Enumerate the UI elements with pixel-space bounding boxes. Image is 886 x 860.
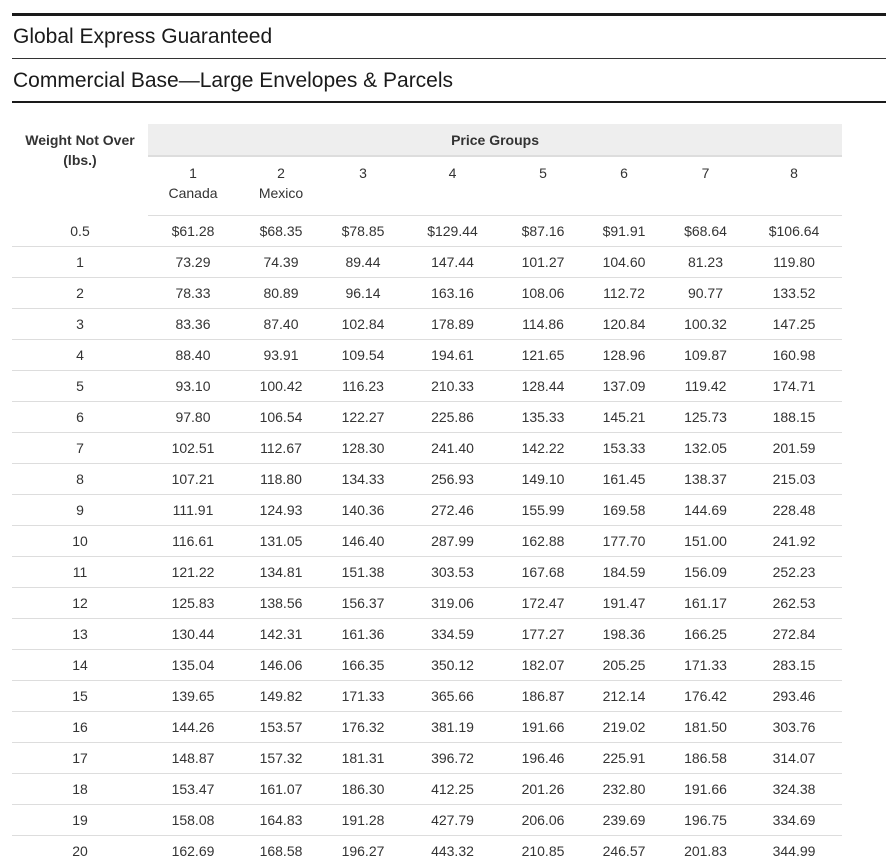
price-cell: 104.60	[583, 247, 665, 278]
price-cell: 128.96	[583, 340, 665, 371]
price-cell: 350.12	[402, 650, 503, 681]
price-cell: 121.65	[503, 340, 583, 371]
price-cell: 93.10	[148, 371, 238, 402]
table-row	[12, 650, 842, 681]
price-cell: 412.25	[402, 774, 503, 805]
price-group-header	[665, 156, 746, 216]
price-cell: 210.85	[503, 836, 583, 860]
table-row	[12, 743, 842, 774]
title-divider	[12, 58, 886, 59]
price-cell: 262.53	[746, 588, 842, 619]
price-cell: 148.87	[148, 743, 238, 774]
price-cell: 178.89	[402, 309, 503, 340]
price-cell: 215.03	[746, 464, 842, 495]
price-cell: 177.70	[583, 526, 665, 557]
price-cell: 205.25	[583, 650, 665, 681]
price-cell: 145.21	[583, 402, 665, 433]
price-cell: 144.69	[665, 495, 746, 526]
table-row	[12, 464, 842, 495]
price-cell: 112.72	[583, 278, 665, 309]
table-row	[12, 774, 842, 805]
price-cell: 135.04	[148, 650, 238, 681]
price-cell: 166.35	[324, 650, 402, 681]
price-cell: 196.46	[503, 743, 583, 774]
price-cell: 128.30	[324, 433, 402, 464]
price-cell: 272.46	[402, 495, 503, 526]
price-cell: 181.31	[324, 743, 402, 774]
price-group-header	[503, 156, 583, 216]
price-cell: 101.27	[503, 247, 583, 278]
price-group-number: 3	[359, 165, 367, 181]
price-cell: 107.21	[148, 464, 238, 495]
price-cell: 344.99	[746, 836, 842, 860]
price-cell: 144.26	[148, 712, 238, 743]
table-row	[12, 588, 842, 619]
price-cell: 396.72	[402, 743, 503, 774]
price-table	[12, 124, 842, 860]
price-cell: 174.71	[746, 371, 842, 402]
price-cell: 116.23	[324, 371, 402, 402]
weight-cell: 9	[12, 495, 148, 526]
weight-cell: 11	[12, 557, 148, 588]
price-cell: 198.36	[583, 619, 665, 650]
weight-cell: 14	[12, 650, 148, 681]
price-cell: 132.05	[665, 433, 746, 464]
table-row	[12, 526, 842, 557]
price-cell: 108.06	[503, 278, 583, 309]
price-cell: 246.57	[583, 836, 665, 860]
price-cell: $129.44	[402, 216, 503, 247]
table-row	[12, 309, 842, 340]
table-row	[12, 495, 842, 526]
price-table-body	[12, 216, 842, 860]
price-cell: 138.37	[665, 464, 746, 495]
price-cell: 196.27	[324, 836, 402, 860]
price-cell: $78.85	[324, 216, 402, 247]
price-cell: 314.07	[746, 743, 842, 774]
price-cell: 90.77	[665, 278, 746, 309]
price-cell: 163.16	[402, 278, 503, 309]
price-group-header	[238, 156, 324, 216]
subtitle-divider	[12, 101, 886, 103]
price-cell: 186.87	[503, 681, 583, 712]
price-group-number: 8	[790, 165, 798, 181]
price-cell: 147.25	[746, 309, 842, 340]
price-cell: 191.28	[324, 805, 402, 836]
price-group-country: Mexico	[258, 185, 304, 201]
weight-cell: 20	[12, 836, 148, 860]
table-row	[12, 278, 842, 309]
price-cell: 138.56	[238, 588, 324, 619]
price-cell: $91.91	[583, 216, 665, 247]
price-cell: 130.44	[148, 619, 238, 650]
price-cell: 252.23	[746, 557, 842, 588]
price-cell: 93.91	[238, 340, 324, 371]
price-cell: 157.32	[238, 743, 324, 774]
table-row	[12, 805, 842, 836]
price-cell: 201.83	[665, 836, 746, 860]
price-group-header	[583, 156, 665, 216]
price-cell: 256.93	[402, 464, 503, 495]
price-cell: 161.07	[238, 774, 324, 805]
price-cell: $68.35	[238, 216, 324, 247]
price-cell: 120.84	[583, 309, 665, 340]
price-cell: 134.33	[324, 464, 402, 495]
price-cell: 191.66	[665, 774, 746, 805]
price-cell: 106.54	[238, 402, 324, 433]
price-cell: 194.61	[402, 340, 503, 371]
price-group-number: 1	[189, 165, 197, 181]
price-cell: 137.09	[583, 371, 665, 402]
table-row	[12, 836, 842, 860]
price-cell: 96.14	[324, 278, 402, 309]
price-cell: 181.50	[665, 712, 746, 743]
price-cell: 324.38	[746, 774, 842, 805]
price-cell: 88.40	[148, 340, 238, 371]
weight-cell: 12	[12, 588, 148, 619]
table-row	[12, 557, 842, 588]
price-cell: 161.45	[583, 464, 665, 495]
price-cell: 303.76	[746, 712, 842, 743]
weight-cell: 10	[12, 526, 148, 557]
price-cell: 167.68	[503, 557, 583, 588]
price-cell: 114.86	[503, 309, 583, 340]
table-row	[12, 712, 842, 743]
table-row	[12, 433, 842, 464]
price-cell: 97.80	[148, 402, 238, 433]
weight-cell: 15	[12, 681, 148, 712]
price-cell: 133.52	[746, 278, 842, 309]
page-title: Global Express Guaranteed	[13, 25, 273, 48]
price-cell: 147.44	[402, 247, 503, 278]
price-cell: 319.06	[402, 588, 503, 619]
price-cell: 135.33	[503, 402, 583, 433]
price-cell: 122.27	[324, 402, 402, 433]
weight-cell: 2	[12, 278, 148, 309]
weight-cell: 6	[12, 402, 148, 433]
price-cell: 241.92	[746, 526, 842, 557]
price-cell: 188.15	[746, 402, 842, 433]
price-cell: 160.98	[746, 340, 842, 371]
top-rule	[12, 13, 886, 16]
price-cell: 162.69	[148, 836, 238, 860]
price-cell: 102.51	[148, 433, 238, 464]
table-header-row	[12, 124, 842, 156]
price-cell: 102.84	[324, 309, 402, 340]
weight-cell: 17	[12, 743, 148, 774]
weight-cell: 8	[12, 464, 148, 495]
price-cell: 112.67	[238, 433, 324, 464]
table-row	[12, 247, 842, 278]
price-cell: 153.33	[583, 433, 665, 464]
page-subtitle: Commercial Base—Large Envelopes & Parcels	[13, 69, 454, 92]
price-cell: 80.89	[238, 278, 324, 309]
price-cell: 287.99	[402, 526, 503, 557]
price-group-number: 2	[277, 165, 285, 181]
weight-cell: 16	[12, 712, 148, 743]
price-cell: 182.07	[503, 650, 583, 681]
price-cell: 73.29	[148, 247, 238, 278]
price-cell: 121.22	[148, 557, 238, 588]
price-cell: 125.83	[148, 588, 238, 619]
price-group-header	[746, 156, 842, 216]
price-cell: 212.14	[583, 681, 665, 712]
price-cell: 427.79	[402, 805, 503, 836]
price-cell: 186.30	[324, 774, 402, 805]
weight-cell: 7	[12, 433, 148, 464]
table-row	[12, 402, 842, 433]
price-cell: 219.02	[583, 712, 665, 743]
price-cell: 156.09	[665, 557, 746, 588]
weight-cell: 5	[12, 371, 148, 402]
weight-cell: 4	[12, 340, 148, 371]
price-cell: 78.33	[148, 278, 238, 309]
price-cell: 119.80	[746, 247, 842, 278]
price-cell: 89.44	[324, 247, 402, 278]
price-cell: 210.33	[402, 371, 503, 402]
price-cell: 161.36	[324, 619, 402, 650]
price-cell: 161.17	[665, 588, 746, 619]
weight-cell: 3	[12, 309, 148, 340]
price-cell: 225.86	[402, 402, 503, 433]
price-cell: 142.22	[503, 433, 583, 464]
price-cell: 162.88	[503, 526, 583, 557]
price-cell: 171.33	[324, 681, 402, 712]
price-cell: 381.19	[402, 712, 503, 743]
price-cell: 201.26	[503, 774, 583, 805]
price-group-number: 4	[448, 165, 457, 181]
price-cell: 283.15	[746, 650, 842, 681]
price-cell: 109.87	[665, 340, 746, 371]
price-cell: 365.66	[402, 681, 503, 712]
price-group-country: Canada	[168, 185, 218, 201]
price-cell: 151.38	[324, 557, 402, 588]
weight-cell: 18	[12, 774, 148, 805]
price-cell: $106.64	[746, 216, 842, 247]
price-cell: 134.81	[238, 557, 324, 588]
weight-cell: 13	[12, 619, 148, 650]
price-cell: 443.32	[402, 836, 503, 860]
price-group-number: 6	[620, 165, 628, 181]
price-cell: 151.00	[665, 526, 746, 557]
price-cell: 225.91	[583, 743, 665, 774]
price-cell: 168.58	[238, 836, 324, 860]
price-cell: 158.08	[148, 805, 238, 836]
price-cell: 153.47	[148, 774, 238, 805]
price-cell: 153.57	[238, 712, 324, 743]
price-cell: 146.40	[324, 526, 402, 557]
price-cell: 293.46	[746, 681, 842, 712]
price-cell: 111.91	[148, 495, 238, 526]
table-row	[12, 216, 842, 247]
price-cell: 74.39	[238, 247, 324, 278]
price-group-header	[324, 156, 402, 216]
table-row	[12, 619, 842, 650]
price-cell: 116.61	[148, 526, 238, 557]
price-group-number: 7	[701, 165, 710, 181]
price-cell: 334.59	[402, 619, 503, 650]
price-cell: 334.69	[746, 805, 842, 836]
price-cell: 196.75	[665, 805, 746, 836]
weight-column-header	[12, 124, 148, 216]
price-cell: 201.59	[746, 433, 842, 464]
price-cell: 191.47	[583, 588, 665, 619]
weight-cell: 0.5	[12, 216, 148, 247]
price-cell: 176.42	[665, 681, 746, 712]
price-cell: 184.59	[583, 557, 665, 588]
price-cell: 177.27	[503, 619, 583, 650]
price-cell: 109.54	[324, 340, 402, 371]
price-cell: 124.93	[238, 495, 324, 526]
price-cell: $61.28	[148, 216, 238, 247]
price-cell: 303.53	[402, 557, 503, 588]
price-cell: 83.36	[148, 309, 238, 340]
weight-cell: 19	[12, 805, 148, 836]
price-cell: 166.25	[665, 619, 746, 650]
price-cell: 81.23	[665, 247, 746, 278]
price-cell: 149.10	[503, 464, 583, 495]
price-cell: 206.06	[503, 805, 583, 836]
price-cell: 118.80	[238, 464, 324, 495]
price-cell: 146.06	[238, 650, 324, 681]
price-cell: $87.16	[503, 216, 583, 247]
price-cell: 131.05	[238, 526, 324, 557]
price-cell: 100.42	[238, 371, 324, 402]
table-row	[12, 681, 842, 712]
price-cell: 128.44	[503, 371, 583, 402]
price-cell: 142.31	[238, 619, 324, 650]
price-cell: 100.32	[665, 309, 746, 340]
price-cell: 125.73	[665, 402, 746, 433]
price-cell: 139.65	[148, 681, 238, 712]
price-groups-header: Price Groups	[148, 124, 842, 156]
price-cell: 169.58	[583, 495, 665, 526]
table-row	[12, 340, 842, 371]
weight-header-label: Weight Not Over (lbs.)	[25, 132, 135, 168]
price-cell: 176.32	[324, 712, 402, 743]
price-cell: 156.37	[324, 588, 402, 619]
price-group-number: 5	[539, 165, 547, 181]
price-cell: 155.99	[503, 495, 583, 526]
weight-cell: 1	[12, 247, 148, 278]
price-cell: 140.36	[324, 495, 402, 526]
price-cell: 172.47	[503, 588, 583, 619]
price-cell: 241.40	[402, 433, 503, 464]
price-cell: 164.83	[238, 805, 324, 836]
price-cell: 191.66	[503, 712, 583, 743]
price-cell: 186.58	[665, 743, 746, 774]
price-group-header	[148, 156, 238, 216]
price-cell: 239.69	[583, 805, 665, 836]
price-cell: 119.42	[665, 371, 746, 402]
price-cell: 171.33	[665, 650, 746, 681]
price-cell: $68.64	[665, 216, 746, 247]
price-cell: 232.80	[583, 774, 665, 805]
price-cell: 272.84	[746, 619, 842, 650]
price-group-header	[402, 156, 503, 216]
table-row	[12, 371, 842, 402]
price-cell: 87.40	[238, 309, 324, 340]
price-cell: 149.82	[238, 681, 324, 712]
price-cell: 228.48	[746, 495, 842, 526]
